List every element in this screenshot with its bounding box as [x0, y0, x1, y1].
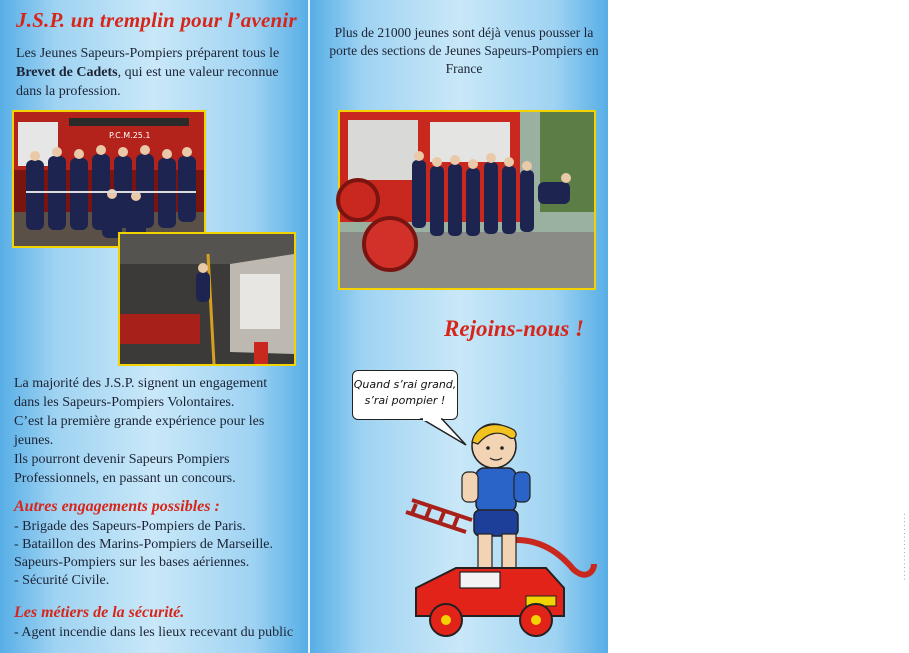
list-item: - Brigade des Sapeurs-Pompiers de Paris. [14, 519, 246, 534]
group-photo [12, 110, 206, 248]
right-intro: Plus de 21000 jeunes sont déjà venus pousser la porte des sections de Jeunes Sapeurs-Pompiers en France [329, 25, 599, 76]
other-commitments-heading: Autres engagements possibles : [14, 498, 220, 515]
join-us-heading: Rejoins-nous ! [444, 316, 584, 341]
intro-text-1: Les Jeunes Sapeurs-Pompiers préparent tous le [16, 46, 280, 61]
speech-bubble [352, 370, 458, 420]
left-title: J.S.P. un tremplin pour l’avenir [16, 8, 297, 32]
list-item: - Agent incendie dans les lieux recevant du public [14, 625, 294, 640]
team-truck-photo [338, 110, 596, 290]
intro-text-2: , qui est une valeur reconnue dans la profession. [16, 65, 279, 99]
climbing-photo [118, 232, 296, 366]
truck-sign: P.C.M.25.1 [109, 131, 151, 140]
left-panel [0, 0, 308, 653]
child-firefighter-illustration [396, 420, 596, 648]
security-jobs-heading: Les métiers de la sécurité. [14, 604, 185, 621]
intro-bold-text: Brevet de Cadets [16, 65, 118, 80]
other-commitments-list [14, 518, 273, 590]
list-item: - Bataillon des Marins-Pompiers de Marseille. [14, 537, 273, 552]
career-line-2: C’est la première grande expérience pour les jeunes. [14, 414, 265, 448]
career-line-3: Ils pourront devenir Sapeurs Pompiers Professionnels, en passant un concours. [14, 452, 236, 486]
career-paragraph [14, 374, 294, 488]
career-line-1: La majorité des J.S.P. signent un engagement dans les Sapeurs-Pompiers Volontaires. [14, 376, 268, 410]
intro-paragraph [16, 44, 298, 101]
list-item: - Sécurité Civile. [14, 573, 110, 588]
security-jobs-list [14, 624, 293, 642]
bubble-line-1: Quand s’rai grand, [353, 378, 457, 391]
bubble-line-2: s’rai pompier ! [364, 394, 446, 407]
list-item: Sapeurs-Pompiers sur les bases aériennes. [14, 555, 250, 570]
side-credit-text: · · · · · · · · · · · · · · · · · · [902, 513, 909, 580]
